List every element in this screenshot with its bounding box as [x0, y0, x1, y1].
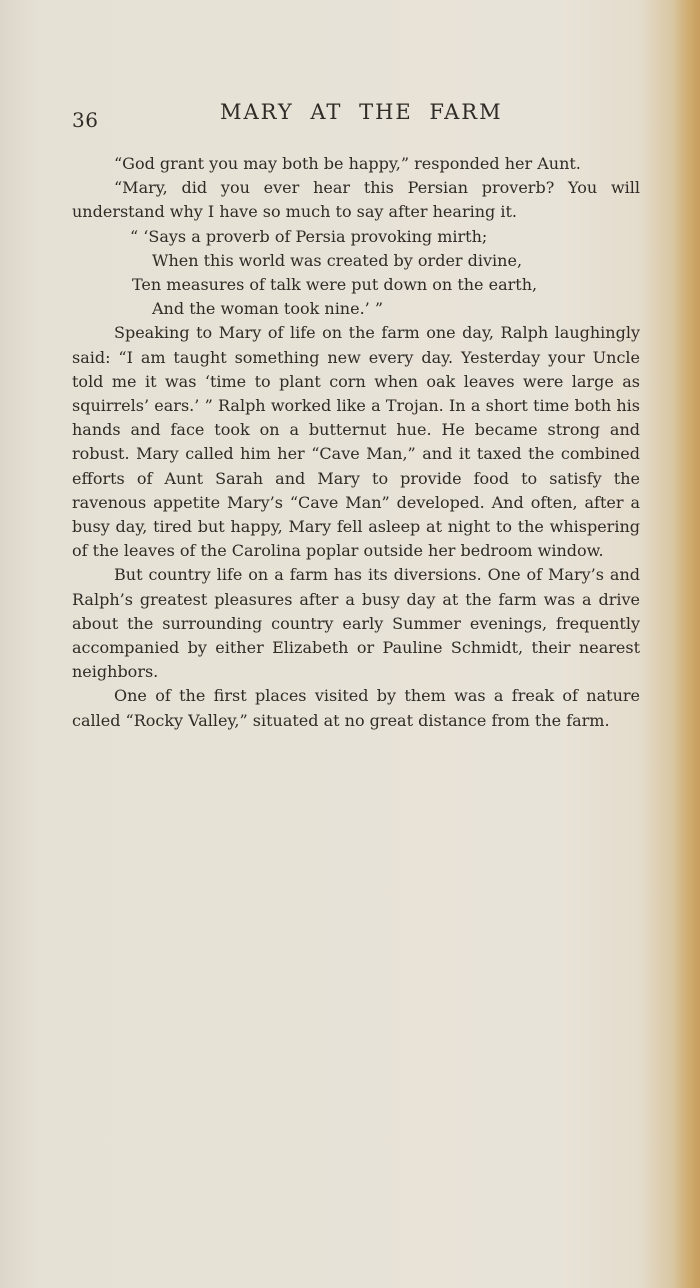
paragraph-ralph-farm-life: Speaking to Mary of life on the farm one day, Ralph laughingly said: “I am taught something new every day. Yesterday your Uncle told me it was ‘time to plant corn when oak leaves were large as squirrels’ ears.’ ” Ralph worked like a Trojan. In a short time both his hands and face took on a butternut hue. He became strong and robust. Mary called him her “Cave Man,” and it taxed the combined efforts of Aunt Sarah and Mary to provide food to satisfy the ravenous appetite Mary’s “Cave Man” developed. And often, after a busy day, tired but happy, Mary fell asleep at night to the whispering of the leaves of the Carolina poplar outside her bedroom window. [72, 323, 640, 561]
verse-line: When this world was created by order divine, [152, 250, 523, 270]
verse-line: And the woman took nine.’ ” [152, 299, 384, 319]
verse-line: Ten measures of talk were put down on the earth, [132, 275, 538, 295]
paragraph-aunt-reply: “God grant you may both be happy,” responded her Aunt. [114, 154, 581, 173]
paragraph-persian-proverb-intro: “Mary, did you ever hear this Persian proverb? You will understand why I have so much to say after hearing it. [72, 178, 640, 222]
paragraph-country-diversions: But country life on a farm has its diversions. One of Mary’s and Ralph’s greatest pleasures after a busy day at the farm was a drive about the surrounding country early Summer evenings, frequently accompanied by either Elizabeth or Pauline Schmidt, their nearest neighbors. [72, 565, 640, 682]
book-title: MARY AT THE FARM [220, 100, 503, 124]
verse-line: “ ‘Says a proverb of Persia provoking mirth; [130, 226, 488, 246]
page-number: 36 [72, 108, 99, 132]
running-head [72, 98, 642, 132]
body-text [72, 152, 640, 733]
proverb-verse [72, 225, 640, 322]
paragraph-rocky-valley: One of the first places visited by them was a freak of nature called “Rocky Valley,” situated at no great distance from the farm. [72, 686, 640, 730]
